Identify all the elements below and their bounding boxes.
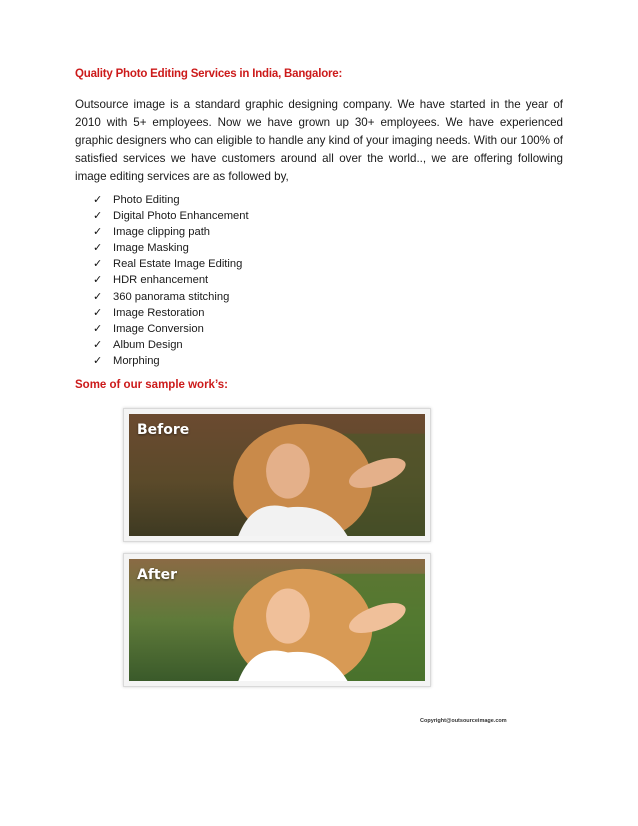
- after-label: After: [137, 567, 178, 583]
- service-list-item: [93, 224, 249, 240]
- service-label: Real Estate Image Editing: [113, 258, 243, 271]
- service-label: Digital Photo Enhancement: [113, 210, 249, 223]
- samples-heading: Some of our sample work’s:: [75, 379, 228, 391]
- checkmark-icon: ✓: [93, 194, 103, 206]
- service-label: Image clipping path: [113, 226, 211, 239]
- before-photo-frame: [123, 408, 431, 542]
- service-label: Photo Editing: [113, 194, 180, 206]
- service-list-item: [93, 289, 249, 305]
- service-label: Morphing: [113, 354, 160, 367]
- service-label: Image Conversion: [113, 322, 204, 335]
- service-list-item: [93, 337, 249, 353]
- before-photo: [129, 414, 425, 536]
- after-photo-frame: [123, 553, 431, 687]
- service-list-item: [93, 256, 249, 272]
- intro-paragraph: Outsource image is a standard graphic designing company. We have started in the year of 2010 with 5+ employees. Now we have grown up 30+ employees. We have experienced graphic designers who can eligible to handle any kind of your imaging needs. With our 100% of satisfied services we have customers around all over the world.., we are offering following image editing services are as followed by,: [75, 98, 563, 183]
- checkmark-icon: ✓: [93, 258, 103, 271]
- checkmark-icon: ✓: [93, 210, 103, 223]
- checkmark-icon: ✓: [93, 290, 103, 303]
- page-heading: Quality Photo Editing Services in India, Bangalore:: [75, 68, 343, 80]
- checkmark-icon: ✓: [93, 322, 103, 335]
- service-list-item: [93, 192, 249, 208]
- copyright-text: Copyright@outsourceimage.com: [420, 718, 507, 724]
- service-list-item: [93, 353, 249, 369]
- before-label: Before: [137, 422, 190, 438]
- checkmark-icon: ✓: [93, 226, 103, 239]
- checkmark-icon: ✓: [93, 306, 103, 319]
- service-list-item: [93, 305, 249, 321]
- service-label: 360 panorama stitching: [113, 290, 230, 303]
- service-label: Image Restoration: [113, 306, 205, 319]
- service-list-item: [93, 240, 249, 256]
- service-list-item: [93, 321, 249, 337]
- service-list-item: [93, 208, 249, 224]
- services-list: [93, 192, 249, 369]
- checkmark-icon: ✓: [93, 274, 103, 287]
- service-label: Image Masking: [113, 242, 189, 255]
- service-list-item: [93, 272, 249, 288]
- service-label: HDR enhancement: [113, 274, 209, 287]
- checkmark-icon: ✓: [93, 338, 103, 351]
- service-label: Album Design: [113, 338, 183, 351]
- checkmark-icon: ✓: [93, 354, 103, 367]
- after-photo: [129, 559, 425, 681]
- checkmark-icon: ✓: [93, 242, 103, 255]
